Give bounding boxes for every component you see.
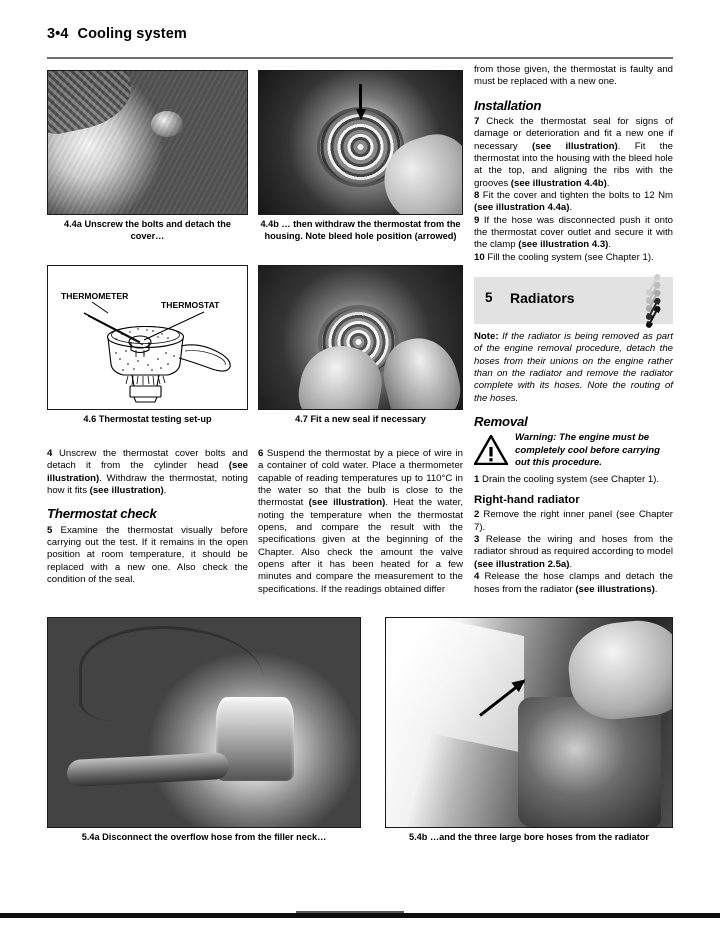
note-text: If the radiator is being removed as part of the engine removal procedure, detach the hoses from their unions on the engine rather than on the radiator and remove the radiator complete with its hoses. Note the routing of the hoses. (474, 331, 673, 404)
section-title: Radiators (510, 290, 575, 306)
paragraph-text: Unscrew the thermostat cover bolts and detach it from the cylinder head (47, 448, 248, 472)
figure-4-6 (47, 265, 248, 426)
figure-4-4b-photo (258, 70, 463, 215)
cross-reference: (see illustration) (89, 485, 164, 497)
paragraph-number: 1 (474, 473, 480, 485)
paragraph-4 (47, 448, 248, 497)
paragraph-number: 4 (47, 448, 53, 459)
figure-5-4a (47, 617, 361, 844)
paragraph-number: 8 (474, 190, 480, 202)
paragraph-text: . (606, 177, 610, 189)
thermostat-test-setup-drawing (48, 266, 247, 409)
note-paragraph (474, 331, 673, 405)
paragraph-text: Fill the cooling system (see Chapter 1). (487, 251, 654, 263)
photo-texture (259, 266, 462, 409)
hose-shape (47, 70, 137, 137)
figure-5-4a-caption: 5.4a Disconnect the overflow hose from the filler neck… (81, 832, 327, 842)
paragraph-5 (47, 525, 248, 587)
paragraph-6 (258, 448, 463, 596)
heading-removal: Removal (474, 414, 528, 430)
difficulty-spanner-icons (640, 282, 666, 322)
paragraph-number: 6 (258, 448, 264, 459)
diagram-label-thermostat: THERMOSTAT (161, 300, 220, 310)
cross-reference: (see illustration) (308, 497, 386, 509)
section-header-radiators (474, 277, 673, 324)
footer-bar (0, 913, 720, 918)
paragraph-r1 (474, 474, 673, 486)
cross-reference: (see illustration 4.4a) (474, 202, 570, 214)
photo-texture (386, 618, 672, 827)
paragraph-number: 5 (47, 524, 53, 536)
paragraph-text: . (163, 485, 167, 497)
figure-4-4b-caption: 4.4b … then withdraw the thermostat from the housing. Note bleed hole position (arrowed) (260, 219, 461, 241)
figure-5-4b (385, 617, 673, 844)
text-column-right-bottom (474, 331, 673, 596)
paragraph-number: 4 (474, 571, 480, 583)
paragraph-8 (474, 190, 673, 215)
radiator-shroud-shape (392, 617, 524, 753)
cross-reference: (see illustration 2.5a) (474, 558, 570, 570)
figure-4-4a (47, 70, 248, 242)
note-label: Note: (474, 331, 499, 342)
figure-5-4b-caption: 5.4b …and the three large bore hoses from the radiator (409, 832, 649, 842)
warning-triangle-icon (474, 435, 508, 469)
figure-4-7 (258, 265, 463, 426)
paragraph-r3 (474, 534, 673, 571)
cross-reference: (see illustration) (532, 140, 618, 152)
paragraph-number: 2 (474, 509, 480, 521)
figure-4-4a-caption: 4.4a Unscrew the bolts and detach the cover… (64, 219, 231, 241)
paragraph-10 (474, 252, 673, 264)
cross-reference: (see illustration) (47, 460, 248, 484)
figure-4-7-caption: 4.7 Fit a new seal if necessary (295, 414, 426, 424)
warning-block (474, 432, 673, 469)
figure-4-4a-photo (47, 70, 248, 215)
photo-texture (259, 71, 462, 214)
heading-thermostat-check: Thermostat check (47, 506, 157, 522)
paragraph-text: Examine the thermostat visually before carrying out the test. If it remains in the open position at room temperature, it should be replaced with a new one. Also check the condition of the seal. (47, 524, 248, 586)
page-header-title: Cooling system (77, 26, 187, 42)
diagram-label-thermometer: THERMOMETER (61, 291, 129, 301)
cross-reference: (see illustration 4.3) (518, 239, 609, 251)
paragraph-text: Release the hose clamps and detach the hoses from the radiator (474, 571, 674, 595)
page-header-chapter: 3•4 (47, 26, 69, 42)
paragraph-text: . Fit the thermostat into the housing with the bleed hole at the top, and aligning the ribs with the grooves (474, 140, 673, 189)
bolt-shape (151, 111, 183, 137)
header-divider (47, 57, 673, 59)
figure-4-6-diagram (47, 265, 248, 410)
paragraph-number: 3 (474, 534, 480, 546)
photo-texture (48, 71, 247, 214)
paragraph-text: . Withdraw the thermostat, noting how it fits (47, 472, 248, 497)
paragraph-text: . (569, 558, 573, 570)
section-number: 5 (485, 290, 493, 305)
paragraph-text: Suspend the thermostat by a piece of wire in a container of cold water. Place a thermometer capable of reading temperatures up to 110°C in the water so that the bulb is close to the thermostat (258, 448, 463, 509)
heading-installation: Installation (474, 97, 542, 113)
paragraph-text: Drain the cooling system (see Chapter 1). (482, 473, 660, 485)
paragraph-number: 10 (474, 251, 485, 263)
figure-4-6-caption: 4.6 Thermostat testing set-up (83, 414, 212, 424)
figure-5-4b-photo (385, 617, 673, 828)
paragraph-r2 (474, 509, 673, 534)
heading-right-hand-radiator: Right-hand radiator (474, 494, 580, 507)
paragraph-text: . (608, 239, 612, 251)
text-column-left (47, 448, 248, 586)
paragraph-continuation: from those given, the thermostat is faulty and must be replaced with a new one. (474, 64, 673, 88)
figure-4-4b (258, 70, 463, 242)
overflow-hose-shape (66, 752, 229, 788)
paragraph-number: 7 (474, 116, 480, 128)
paragraph-7 (474, 116, 673, 190)
paragraph-text: . (569, 202, 573, 214)
paragraph-text: . (654, 583, 658, 595)
text-column-right-top (474, 64, 673, 264)
paragraph-text: Fit the cover and tighten the bolts to 12 Nm (482, 190, 673, 202)
paragraph-text: If the hose was disconnected push it onto the thermostat cover outlet and secure it with the clamp (474, 214, 674, 251)
paragraph-9 (474, 215, 673, 252)
cross-reference: (see illustration 4.4b) (510, 177, 607, 189)
photo-texture (48, 618, 360, 827)
paragraph-text: Release the wiring and hoses from the radiator shroud as required according to model (474, 534, 673, 558)
paragraph-text: Remove the right inner panel (see Chapter 7). (474, 509, 673, 533)
page-header (47, 26, 187, 42)
figure-4-7-photo (258, 265, 463, 410)
paragraph-r4 (474, 571, 673, 596)
cross-reference: (see illustrations) (575, 583, 655, 595)
warning-text: Warning: The engine must be completely cool before carrying out this procedure. (515, 432, 661, 469)
paragraph-text: Check the thermostat seal for signs of damage or deterioration and fit a new one if necessary (474, 116, 673, 152)
paragraph-number: 9 (474, 214, 480, 226)
figure-5-4a-photo (47, 617, 361, 828)
paragraph-text: . Heat the water, noting the temperature when the thermostat opens, and compare the result with the specifications given at the beginning of the Chapter. Also check the amount the valve opens after it has been heated for a few minutes and compare the measurement to the specifications. If the readings obtained differ (258, 497, 463, 595)
text-column-middle (258, 448, 463, 596)
